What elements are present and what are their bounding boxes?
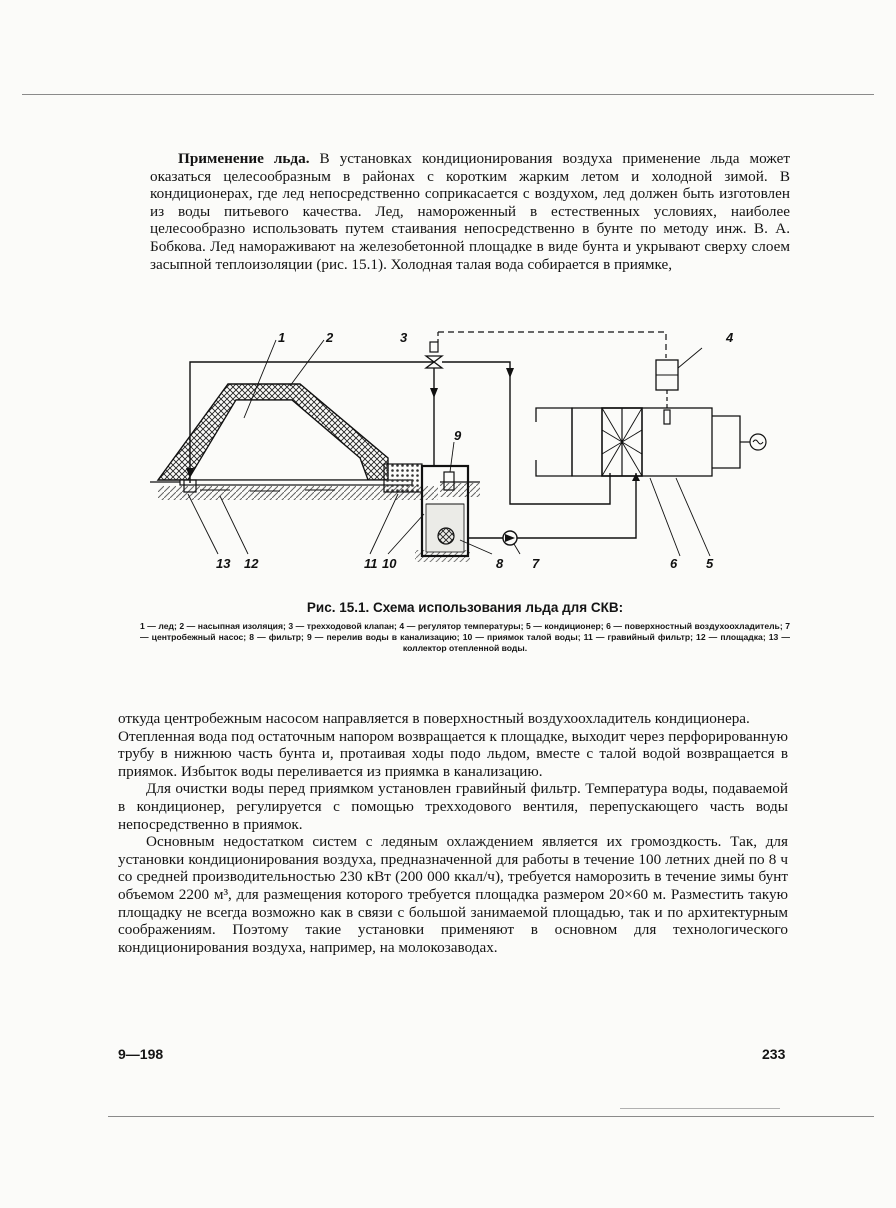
label-4: 4 xyxy=(726,330,734,345)
label-6: 6 xyxy=(670,556,678,571)
air-conditioner xyxy=(536,408,766,476)
ice-system-diagram xyxy=(140,318,780,580)
label-7: 7 xyxy=(532,556,540,571)
label-9: 9 xyxy=(454,428,462,443)
caption-legend: 1 — лед; 2 — насыпная изоляция; 3 — трехходовой клапан; 4 — регулятор температуры; 5 — кондиционер; 6 — поверхностный воздухоохладитель; 7 — центробежный насос; 8 — фильтр; 9 — перелив воды в канализацию; 10 — приямок талой воды; 11 — гравийный фильтр; 12 — площадка; 13 — коллектор отепленной воды. xyxy=(140,621,790,653)
label-2: 2 xyxy=(326,330,334,345)
label-13: 13 xyxy=(216,556,231,571)
signature-mark: 9—198 xyxy=(118,1046,164,1062)
gravel-filter xyxy=(384,464,422,492)
surface-air-cooler xyxy=(602,408,642,476)
label-3: 3 xyxy=(400,330,408,345)
platform xyxy=(180,480,412,485)
intro-paragraph xyxy=(150,150,790,273)
body-paragraph-1: откуда центробежным насосом направляется в поверхностный воздухоохладитель кондиционера. xyxy=(118,710,750,727)
bottom-short-rule xyxy=(620,1108,780,1109)
top-rule xyxy=(22,94,874,95)
page-number: 233 xyxy=(762,1046,786,1062)
body-paragraph-4: Основным недостатком систем с ледяным охлаждением является их громоздкость. Так, для установки кондиционирования воздуха, предназначенной для работы в течение 100 летних дней по 8 ч со средней производительностью 230 кВт (200 000 ккал/ч), требуется наморозить в течение зимы бунт объемом 2200 м³, для размещения которого требуется площадка размером 20×60 м. Разместить такую площадку не всегда возможно как в связи с большой занимаемой площадью, так и по архитектурным соображениям. Поэтому такие установки применяют в основном для технологического кондиционирования воздуха, например, на молокозаводах. xyxy=(118,833,788,956)
label-10: 10 xyxy=(382,556,397,571)
label-12: 12 xyxy=(244,556,259,571)
intro-text: В установках кондиционирования воздуха применение льда может оказаться целесообразным в районах с коротким жарким летом и холодной зимой. В кондиционерах, где лед непосредственно соприкасается с воздухом, лед должен быть изготовлен из воды питьевого качества. Лед, намороженный в естественных условиях, наиболее целесообразно использовать путем стаивания непосредственно в бунте по методу инж. В. А. Бобкова. Лед намораживают на железобетонной площадке в виде бунта и укрывают сверху слоем засыпной теплоизоляции (рис. 15.1). Холодная талая вода собирается в приямке, xyxy=(150,150,790,273)
intro-heading: Применение льда. xyxy=(178,150,310,167)
label-5: 5 xyxy=(706,556,714,571)
label-11: 11 xyxy=(364,556,378,571)
body-paragraph-3: Для очистки воды перед приямком установлен гравийный фильтр. Температура воды, подаваемой в кондиционер, регулируется с помощью трехходового вентиля, перепускающего часть воды непосредственно в приямок. xyxy=(118,780,788,833)
body-paragraph-2: Отепленная вода под остаточным напором возвращается к площадке, выходит через перфорированную трубу в нижнюю часть бунта и, протаивая ходы подо льдом, вместе с талой водой возвращается в приямок. Избыток воды переливается из приямка в канализацию. xyxy=(118,727,788,780)
body-text xyxy=(118,710,788,956)
caption-title: Рис. 15.1. Схема использования льда для СКВ: xyxy=(306,600,624,615)
label-8: 8 xyxy=(496,556,504,571)
bottom-rule xyxy=(108,1116,874,1117)
label-1: 1 xyxy=(278,330,286,345)
figure-caption xyxy=(140,600,790,654)
filter xyxy=(438,528,454,544)
